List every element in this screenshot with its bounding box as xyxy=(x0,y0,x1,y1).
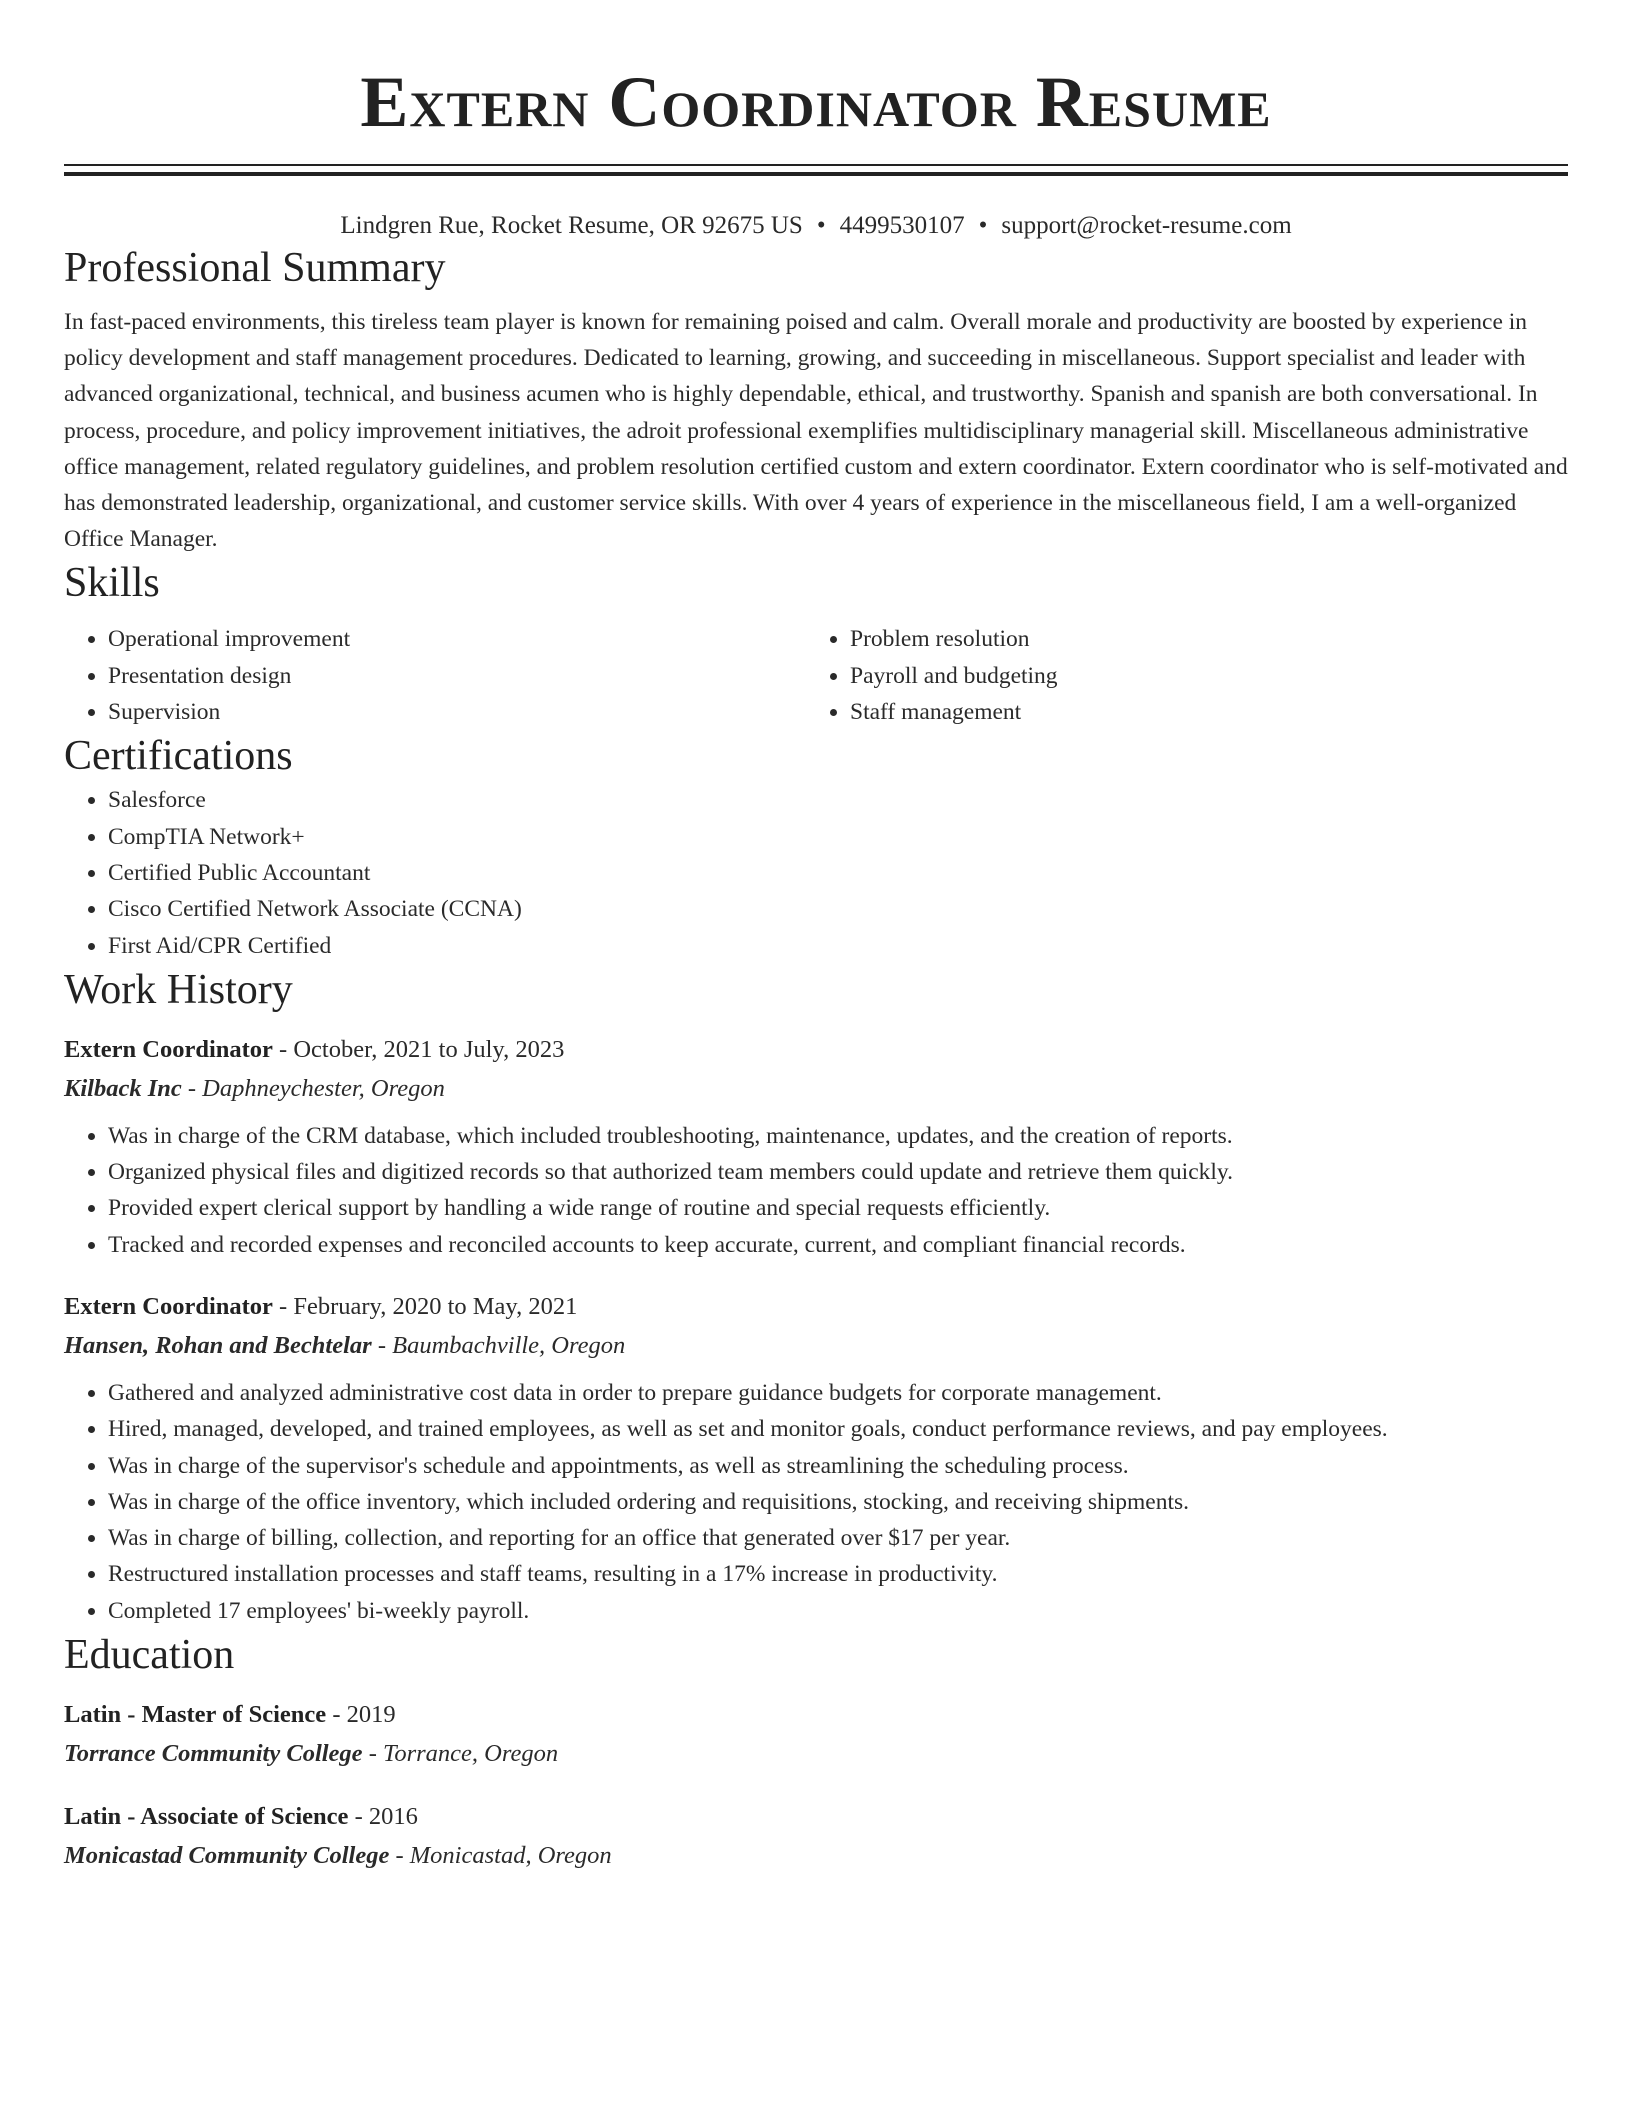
skill-item: • Presentation design xyxy=(108,658,806,694)
certification-item: • CompTIA Network+ xyxy=(108,819,1568,855)
skills-grid xyxy=(64,621,1568,730)
job-bullet: • Provided expert clerical support by handling a wide range of routine and special requests efficiently. xyxy=(108,1190,1568,1226)
job-bullet: • Gathered and analyzed administrative cost data in order to prepare guidance budgets for corporate management. xyxy=(108,1375,1568,1411)
job-bullet: • Organized physical files and digitized records so that authorized team members could update and retrieve them quickly. xyxy=(108,1154,1568,1190)
title-divider-thick xyxy=(64,172,1568,176)
education-degree-line: Latin - Associate of Science - 2016 xyxy=(64,1803,418,1831)
education-year: 2016 xyxy=(368,1803,418,1831)
certifications-heading: Certifications xyxy=(64,733,293,780)
job-entry xyxy=(64,1030,1568,1263)
certification-item: • Certified Public Accountant xyxy=(108,855,1568,891)
education-heading: Education xyxy=(64,1632,235,1679)
education-location: Torrance, Oregon xyxy=(382,1740,559,1768)
education-year: 2019 xyxy=(346,1701,396,1729)
job-company-line: Hansen, Rohan and Bechtelar - Baumbachville, Oregon xyxy=(64,1331,626,1359)
job-title-line: Extern Coordinator - February, 2020 to May, 2021 xyxy=(64,1292,578,1320)
job-bullets xyxy=(64,1118,1568,1263)
skill-item: • Operational improvement xyxy=(108,621,806,657)
job-company-line: Kilback Inc - Daphneychester, Oregon xyxy=(64,1074,445,1102)
job-bullet: • Restructured installation processes and staff teams, resulting in a 17% increase in productivity. xyxy=(108,1556,1568,1592)
job-title: Extern Coordinator xyxy=(64,1035,273,1063)
skills-heading: Skills xyxy=(64,560,160,607)
job-bullet: • Tracked and recorded expenses and reconciled accounts to keep accurate, current, and compliant financial records. xyxy=(108,1227,1568,1263)
job-entry xyxy=(64,1287,1568,1629)
skills-column-right xyxy=(806,621,1548,730)
education-school: Monicastad Community College xyxy=(64,1842,390,1870)
education-school-line: Torrance Community College - Torrance, Oregon xyxy=(64,1740,559,1768)
job-bullet: • Completed 17 employees' bi-weekly payroll. xyxy=(108,1593,1568,1629)
contact-separator: • xyxy=(978,212,988,239)
contact-separator: • xyxy=(816,212,826,239)
education-degree: Latin - Associate of Science xyxy=(64,1803,349,1831)
job-bullets xyxy=(64,1375,1568,1629)
skill-item: • Supervision xyxy=(108,694,806,730)
job-location: Baumbachville, Oregon xyxy=(392,1331,626,1359)
title-divider-thin xyxy=(64,164,1568,166)
skill-item: • Payroll and budgeting xyxy=(850,658,1548,694)
resume-title: Extern Coordinator Resume xyxy=(360,62,1272,142)
job-bullet: • Hired, managed, developed, and trained employees, as well as set and monitor goals, conduct performance reviews, and pay employees. xyxy=(108,1411,1568,1447)
education-location: Monicastad, Oregon xyxy=(409,1842,612,1870)
job-bullet: • Was in charge of the CRM database, which included troubleshooting, maintenance, updates, and the creation of reports. xyxy=(108,1118,1568,1154)
certification-item: • First Aid/CPR Certified xyxy=(108,928,1568,964)
education-school-line: Monicastad Community College - Monicastad, Oregon xyxy=(64,1842,612,1870)
job-company: Kilback Inc xyxy=(64,1074,182,1102)
certification-item: • Cisco Certified Network Associate (CCNA) xyxy=(108,891,1568,927)
contact-phone: 4499530107 xyxy=(839,212,965,239)
job-title-line: Extern Coordinator - October, 2021 to July, 2023 xyxy=(64,1035,565,1063)
job-bullet: • Was in charge of the supervisor's schedule and appointments, as well as streamlining the scheduling process. xyxy=(108,1448,1568,1484)
education-degree: Latin - Master of Science xyxy=(64,1701,327,1729)
contact-email: support@rocket-resume.com xyxy=(1001,212,1292,239)
skill-item: • Staff management xyxy=(850,694,1548,730)
certification-item: • Salesforce xyxy=(108,782,1568,818)
job-bullet: • Was in charge of the office inventory, which included ordering and requisitions, stocking, and receiving shipments. xyxy=(108,1484,1568,1520)
job-location: Daphneychester, Oregon xyxy=(202,1074,445,1102)
summary-text: In fast-paced environments, this tireless team player is known for remaining poised and calm. Overall morale and productivity are boosted by experience in policy development and staff management procedures. Dedicated to learning, growing, and succeeding in miscellaneous. Support specialist and leader with advanced organizational, technical, and business acumen who is highly dependable, ethical, and trustworthy. Spanish and spanish are both conversational. In process, procedure, and policy improvement initiatives, the adroit professional exemplifies multidisciplinary managerial skill. Miscellaneous administrative office management, related regulatory guidelines, and problem resolution certified custom and extern coordinator. Extern coordinator who is self-motivated and has demonstrated leadership, organizational, and customer service skills. With over 4 years of experience in the miscellaneous field, I am a well-organized Office Manager. xyxy=(64,309,1568,553)
contact-line xyxy=(64,210,1568,242)
education-school: Torrance Community College xyxy=(64,1740,363,1768)
job-dates: October, 2021 to July, 2023 xyxy=(293,1035,565,1063)
certifications-list xyxy=(64,782,1568,963)
job-bullet: • Was in charge of billing, collection, and reporting for an office that generated over $17 per year. xyxy=(108,1520,1568,1556)
skills-column-left xyxy=(64,621,806,730)
summary-heading: Professional Summary xyxy=(64,245,446,291)
job-dates: February, 2020 to May, 2021 xyxy=(293,1292,578,1320)
contact-address: Lindgren Rue, Rocket Resume, OR 92675 US xyxy=(340,212,803,239)
education-entry xyxy=(64,1797,1568,1875)
education-entry xyxy=(64,1695,1568,1773)
job-company: Hansen, Rohan and Bechtelar xyxy=(64,1331,372,1359)
job-title: Extern Coordinator xyxy=(64,1292,273,1320)
skill-item: • Problem resolution xyxy=(850,621,1548,657)
work-history-heading: Work History xyxy=(64,966,293,1013)
education-degree-line: Latin - Master of Science - 2019 xyxy=(64,1701,396,1729)
